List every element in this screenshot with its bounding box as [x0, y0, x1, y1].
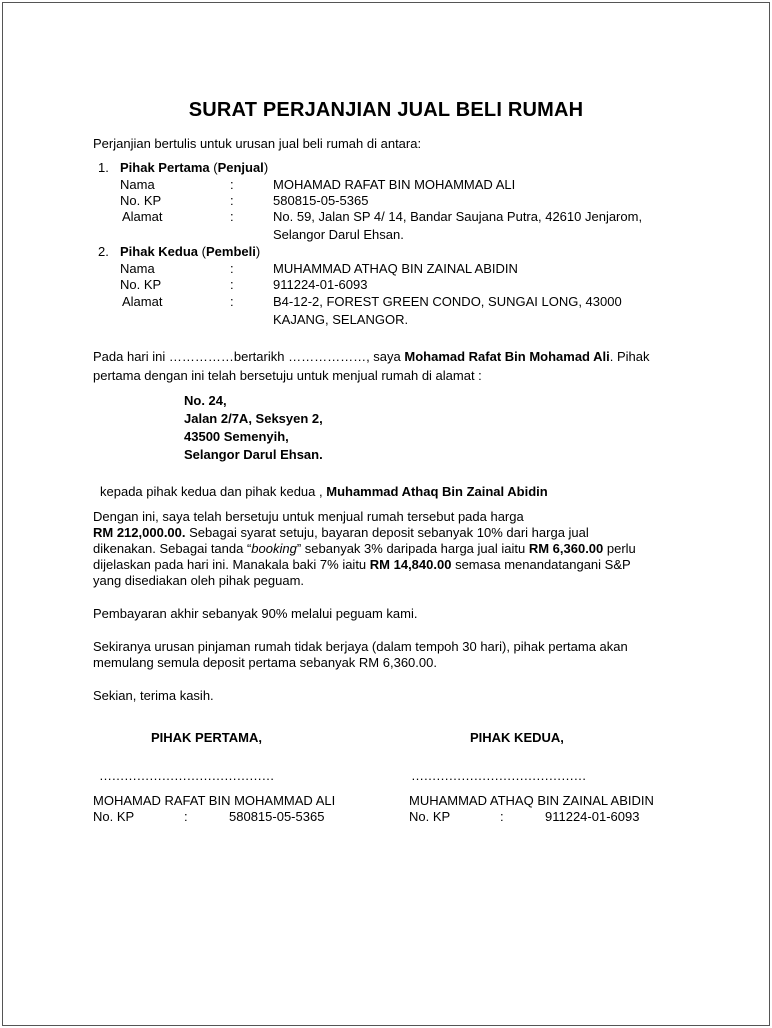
- statement-text-a: Pada hari ini ……………bertarikh ………………, saya: [93, 349, 405, 364]
- second-party-heading: PIHAK KEDUA,: [470, 730, 564, 745]
- party-one-heading: [120, 160, 268, 176]
- condition-line-2: memulang semula deposit pertama sebanyak RM 6,360.00.: [93, 655, 437, 670]
- price-line-5: yang disediakan oleh pihak peguam.: [93, 573, 305, 588]
- property-address: [184, 392, 770, 464]
- statement-line-2: pertama dengan ini telah bersetuju untuk menjual rumah di alamat :: [93, 368, 482, 383]
- property-address-line: Selangor Darul Ehsan.: [184, 447, 323, 462]
- party-two-address-line-1: B4-12-2, FOREST GREEN CONDO, SUNGAI LONG, 43000: [273, 294, 622, 309]
- price-line-2: [93, 525, 693, 541]
- sale-price: RM 212,000.00.: [93, 525, 186, 540]
- closing-text: Sekian, terima kasih.: [93, 688, 214, 703]
- second-party-kp-colon: :: [500, 809, 504, 824]
- to-party-line: [100, 484, 548, 500]
- party-two-paren-open: (: [198, 244, 206, 259]
- party-one-kp-label: No. KP: [120, 193, 162, 208]
- party-two-number: 2.: [98, 244, 109, 259]
- price-paragraph: [93, 509, 693, 589]
- first-party-kp-label: No. KP: [93, 809, 135, 824]
- property-address-line: 43500 Semenyih,: [184, 429, 289, 444]
- buyer-name-bold: Muhammad Athaq Bin Zainal Abidin: [326, 484, 548, 499]
- intro-text: Perjanjian bertulis untuk urusan jual beli rumah di antara:: [93, 136, 422, 151]
- party-one-address-line-1: No. 59, Jalan SP 4/ 14, Bandar Saujana Putra, 42610 Jenjarom,: [273, 209, 643, 224]
- second-party-kp-label: No. KP: [409, 809, 451, 824]
- price-line-3-text-c: ” sebanyak 3% daripada harga jual iaitu: [296, 541, 529, 556]
- condition-paragraph: [93, 639, 693, 671]
- document-title: SURAT PERJANJIAN JUAL BELI RUMAH: [188, 99, 584, 121]
- party-one-name-colon: :: [230, 177, 234, 192]
- statement-paragraph: [93, 347, 693, 385]
- price-line-4: [93, 557, 693, 573]
- party-two-address-line-2: KAJANG, SELANGOR.: [273, 312, 409, 327]
- property-address-line: Jalan 2/7A, Seksyen 2,: [184, 411, 323, 426]
- party-one-address-colon: :: [230, 209, 234, 224]
- party-two-kp-label: No. KP: [120, 277, 162, 292]
- price-line-2-text: Sebagai syarat setuju, bayaran deposit sebanyak 10% dari harga jual: [185, 525, 589, 540]
- condition-line-1: Sekiranya urusan pinjaman rumah tidak berjaya (dalam tempoh 30 hari), pihak pertama akan: [93, 639, 628, 654]
- final-payment-text: Pembayaran akhir sebanyak 90% melalui peguam kami.: [93, 606, 418, 621]
- party-two-name-label: Nama: [120, 261, 155, 276]
- party-two-name-colon: :: [230, 261, 234, 276]
- first-party-signature-line: ……………………………………: [99, 768, 274, 783]
- second-party-signature-line: ……………………………………: [411, 768, 586, 783]
- price-line-3: [93, 541, 693, 557]
- booking-amount: RM 6,360.00: [528, 541, 604, 556]
- price-line-3-text-e: perlu: [603, 541, 636, 556]
- party-two-type: Pembeli: [205, 244, 256, 259]
- party-one-kp-colon: :: [230, 193, 234, 208]
- booking-word: booking: [251, 541, 297, 556]
- statement-text-c: . Pihak: [609, 349, 650, 364]
- first-party-heading: PIHAK PERTAMA,: [151, 730, 262, 745]
- first-party-name: MOHAMAD RAFAT BIN MOHAMMAD ALI: [93, 793, 336, 808]
- party-two-kp: 911224-01-6093: [273, 277, 368, 292]
- party-one-type: Penjual: [217, 160, 264, 175]
- party-one-name: MOHAMAD RAFAT BIN MOHAMMAD ALI: [273, 177, 516, 192]
- party-one-kp: 580815-05-5365: [273, 193, 369, 208]
- price-line-4-text-c: semasa menandatangani S&P: [451, 557, 631, 572]
- party-one-address-label: Alamat: [122, 209, 163, 224]
- party-two-name: MUHAMMAD ATHAQ BIN ZAINAL ABIDIN: [273, 261, 518, 276]
- party-one-name-label: Nama: [120, 177, 155, 192]
- party-two-address-colon: :: [230, 294, 234, 309]
- party-two-heading: [120, 244, 260, 260]
- second-party-name: MUHAMMAD ATHAQ BIN ZAINAL ABIDIN: [409, 793, 654, 808]
- document-page: [2, 2, 770, 1026]
- party-two-kp-colon: :: [230, 277, 234, 292]
- balance-amount: RM 14,840.00: [369, 557, 452, 572]
- price-line-1: Dengan ini, saya telah bersetuju untuk menjual rumah tersebut pada harga: [93, 509, 524, 524]
- to-party-text: kepada pihak kedua dan pihak kedua ,: [100, 484, 327, 499]
- party-one-paren-open: (: [209, 160, 218, 175]
- price-line-4-text-a: dijelaskan pada hari ini. Manakala baki 7% iaitu: [93, 557, 370, 572]
- party-two-role: Pihak Kedua: [120, 244, 199, 259]
- statement-line-1: [93, 347, 693, 366]
- property-address-line: No. 24,: [184, 393, 227, 408]
- party-one-address-line-2: Selangor Darul Ehsan.: [273, 227, 404, 242]
- party-two-paren-close: ): [255, 244, 261, 259]
- first-party-kp: 580815-05-5365: [229, 809, 325, 824]
- second-party-kp: 911224-01-6093: [545, 809, 640, 824]
- price-line-3-text-a: dikenakan. Sebagai tanda “: [93, 541, 252, 556]
- party-one-role: Pihak Pertama: [120, 160, 210, 175]
- seller-name-bold: Mohamad Rafat Bin Mohamad Ali: [404, 349, 610, 364]
- party-one-paren-close: ): [263, 160, 269, 175]
- first-party-kp-colon: :: [184, 809, 188, 824]
- party-two-address-label: Alamat: [122, 294, 163, 309]
- party-one-number: 1.: [98, 160, 109, 175]
